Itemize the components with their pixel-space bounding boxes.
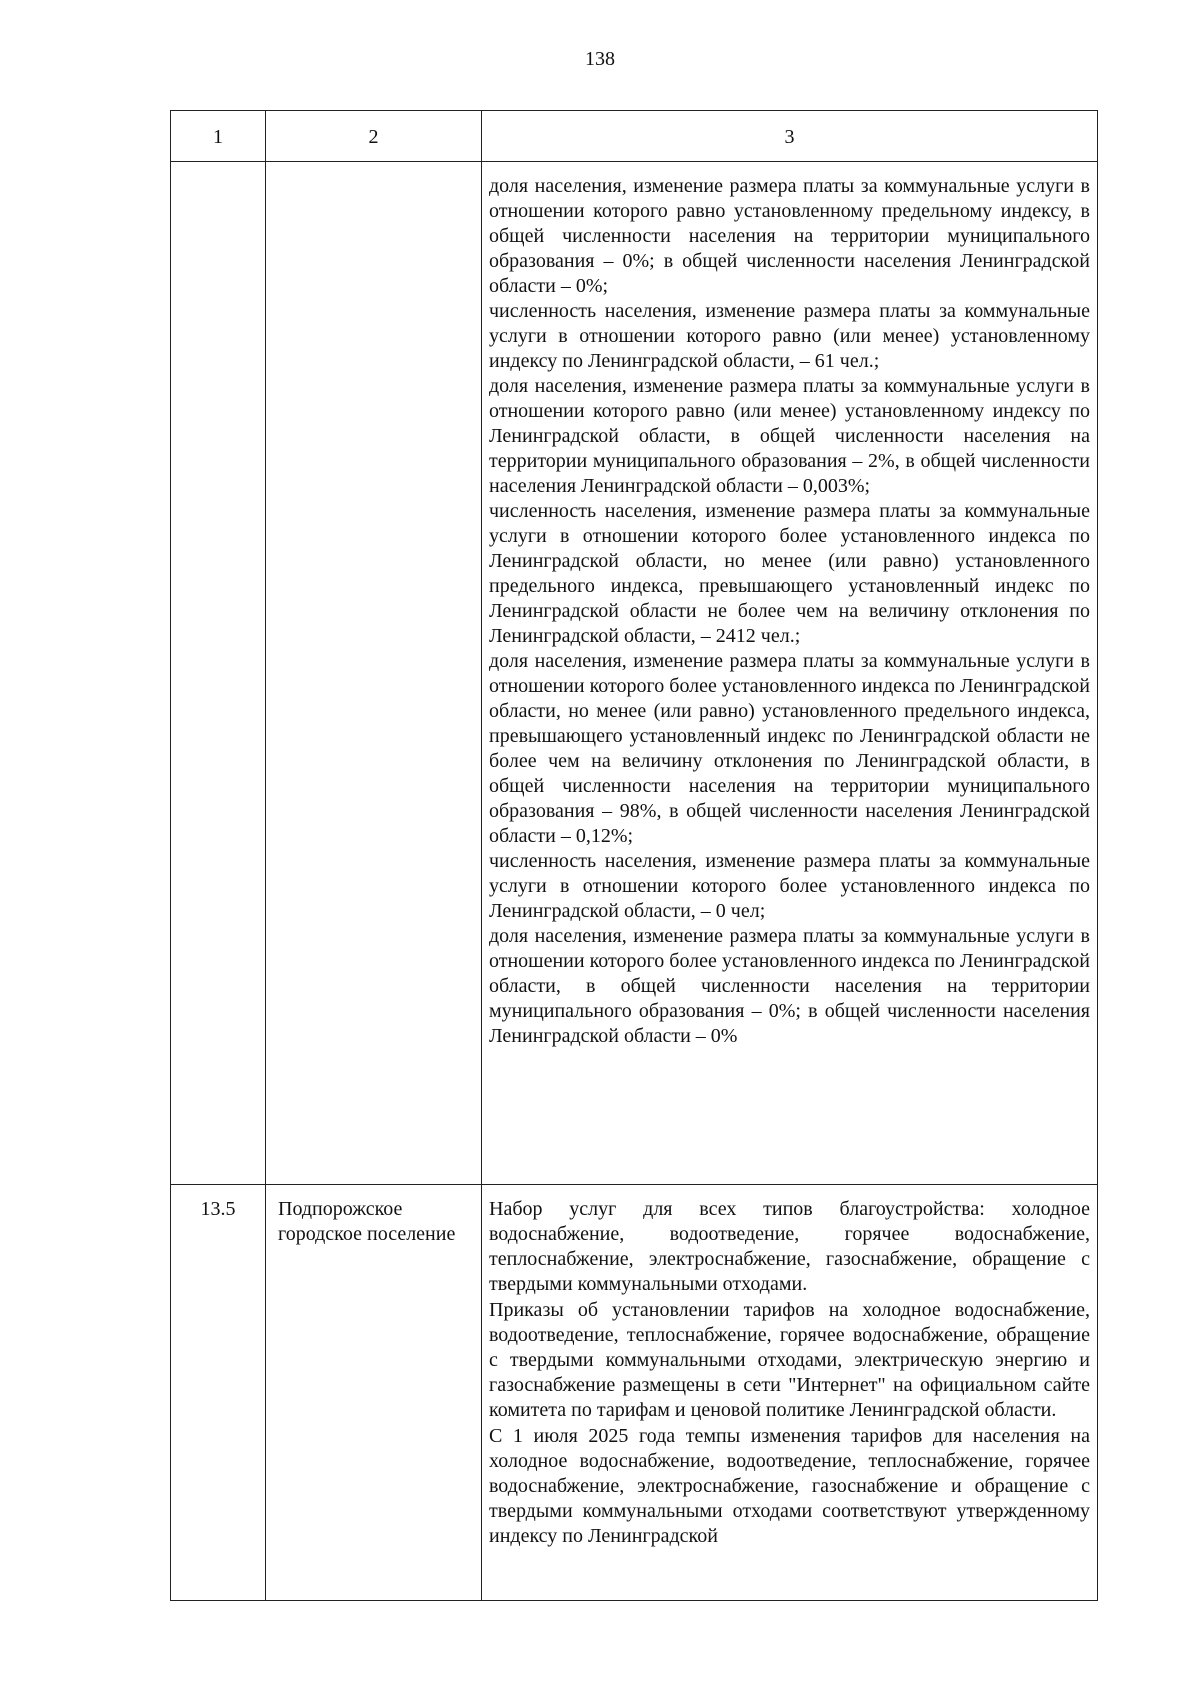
data-table [170,110,1098,1601]
settlement-name-cell: Подпорожское городское поселение [266,1185,482,1601]
paragraph: доля населения, изменение размера платы за коммунальные услуги в отношении которого равно установленному предельному индексу, в общей численности населения на территории муниципального образования – 0%; в общей численности населения Ленинградской области – 0%; [489,175,1090,297]
column-header-3: 3 [482,111,1098,162]
paragraph: численность населения, изменение размера платы за коммунальные услуги в отношении которого более установленного индекса по Ленинградской области, – 0 чел; [489,850,1090,922]
paragraph: С 1 июля 2025 года темпы изменения тарифов для населения на холодное водоснабжение, водоотведение, теплоснабжение, горячее водоснабжение, электроснабжение, газоснабжение и обращение с твердыми коммунальными отходами соответствуют утвержденному индексу по Ленинградской [489,1425,1090,1547]
column-header-1: 1 [171,111,266,162]
table-row [171,1185,1098,1601]
settlement-name-cell [266,162,482,1185]
paragraph: доля населения, изменение размера платы за коммунальные услуги в отношении которого более установленного индекса по Ленинградской области, но менее (или равно) установленного предельного индекса, превышающего установленный индекс по Ленинградской области не более чем на величину отклонения по Ленинградской области, в общей численности населения на территории муниципального образования – 98%, в общей численности населения Ленинградской области – 0,12%; [489,650,1090,847]
paragraph: численность населения, изменение размера платы за коммунальные услуги в отношении которого более установленного индекса по Ленинградской области, но менее (или равно) установленного предельного индекса, превышающего установленный индекс по Ленинградской области не более чем на величину отклонения по Ленинградской области, – 2412 чел.; [489,500,1090,647]
page-number: 138 [585,48,615,70]
table-row [171,162,1098,1185]
paragraph: Набор услуг для всех типов благоустройства: холодное водоснабжение, водоотведение, горячее водоснабжение, теплоснабжение, электроснабжение, газоснабжение, обращение с твердыми коммунальными отходами. [489,1198,1090,1295]
column-header-2: 2 [266,111,482,162]
description-cell [482,162,1098,1185]
paragraph: численность населения, изменение размера платы за коммунальные услуги в отношении которого равно (или менее) установленному индексу по Ленинградской области, – 61 чел.; [489,300,1090,372]
paragraph: Приказы об установлении тарифов на холодное водоснабжение, водоотведение, теплоснабжение, горячее водоснабжение, обращение с твердыми коммунальными отходами, электрическую энергию и газоснабжение размещены в сети "Интернет" на официальном сайте комитета по тарифам и ценовой политике Ленинградской области. [489,1299,1090,1421]
paragraph: доля населения, изменение размера платы за коммунальные услуги в отношении которого равно (или менее) установленному индексу по Ленинградской области, в общей численности населения на территории муниципального образования – 2%, в общей численности населения Ленинградской области – 0,003%; [489,375,1090,497]
table-header-row [171,111,1098,162]
paragraph: доля населения, изменение размера платы за коммунальные услуги в отношении которого более установленного индекса по Ленинградской области, в общей численности населения на территории муниципального образования – 0%; в общей численности населения Ленинградской области – 0% [489,925,1090,1047]
row-number-cell [171,162,266,1185]
description-cell [482,1185,1098,1601]
row-number-cell: 13.5 [171,1185,266,1601]
